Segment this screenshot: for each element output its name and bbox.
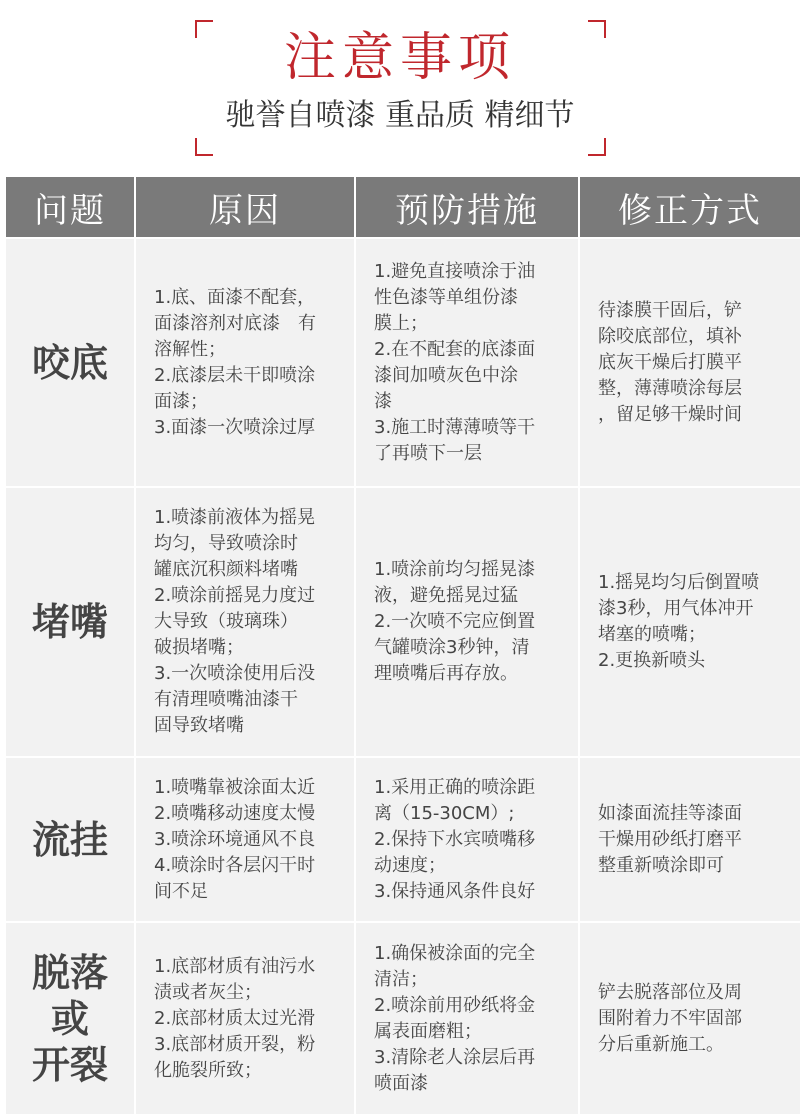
column-header-cause: 原因 — [136, 177, 354, 237]
fix-cell: 铲去脱落部位及周 围附着力不牢固部 分后重新施工。 — [580, 923, 800, 1114]
cause-cell: 1.喷嘴靠被涂面太近 2.喷嘴移动速度太慢 3.喷涂环境通风不良 4.喷涂时各层闪干时 间不足 — [136, 758, 354, 921]
page-header — [0, 0, 800, 175]
page-subtitle: 驰誉自喷漆 重品质 精细节 — [225, 98, 575, 133]
cause-cell: 1.喷漆前液体为摇晃 均匀，导致喷涂时 罐底沉积颜料堵嘴 2.喷涂前摇晃力度过 大导致（玻璃珠） 破损堵嘴； 3.一次喷涂使用后没 有清理喷嘴油漆干 固导致堵嘴 — [136, 488, 354, 756]
prevention-cell: 1.确保被涂面的完全 清洁； 2.喷涂前用砂纸将金 属表面磨粗； 3.清除老人涂层后再 喷面漆 — [356, 923, 578, 1114]
fix-cell: 1.摇晃均匀后倒置喷 漆3秒，用气体冲开 堵塞的喷嘴； 2.更换新喷头 — [580, 488, 800, 756]
problem-cell: 堵嘴 — [6, 488, 134, 756]
cause-cell: 1.底部材质有油污水 渍或者灰尘； 2.底部材质太过光滑 3.底部材质开裂，粉 化脆裂所致； — [136, 923, 354, 1114]
problem-cell: 脱落 或 开裂 — [6, 923, 134, 1114]
fix-cell: 如漆面流挂等漆面 干燥用砂纸打磨平 整重新喷涂即可 — [580, 758, 800, 921]
prevention-cell: 1.喷涂前均匀摇晃漆 液，避免摇晃过猛 2.一次喷不完应倒置 气罐喷涂3秒钟，清 理喷嘴后再存放。 — [356, 488, 578, 756]
column-header-prevention: 预防措施 — [356, 177, 578, 237]
prevention-cell: 1.采用正确的喷涂距 离（15-30CM）; 2.保持下水宾喷嘴移 动速度； 3.保持通风条件良好 — [356, 758, 578, 921]
page-title: 注意事项 — [283, 28, 516, 88]
column-header-problem: 问题 — [6, 177, 134, 237]
problem-cell: 流挂 — [6, 758, 134, 921]
cause-cell: 1.底、面漆不配套， 面漆溶剂对底漆 有 溶解性； 2.底漆层未干即喷涂 面漆； 3.面漆一次喷涂过厚 — [136, 239, 354, 486]
corner-bracket-bottom-left — [195, 138, 213, 156]
corner-bracket-bottom-right — [588, 138, 606, 156]
problem-cell: 咬底 — [6, 239, 134, 486]
fix-cell: 待漆膜干固后，铲 除咬底部位，填补 底灰干燥后打膜平 整，薄薄喷涂每层 ，留足够干燥时间 — [580, 239, 800, 486]
precautions-table — [6, 177, 794, 1114]
column-header-fix: 修正方式 — [580, 177, 800, 237]
prevention-cell: 1.避免直接喷涂于油 性色漆等单组份漆 膜上； 2.在不配套的底漆面 漆间加喷灰色中涂 漆 3.施工时薄薄喷等干 了再喷下一层 — [356, 239, 578, 486]
